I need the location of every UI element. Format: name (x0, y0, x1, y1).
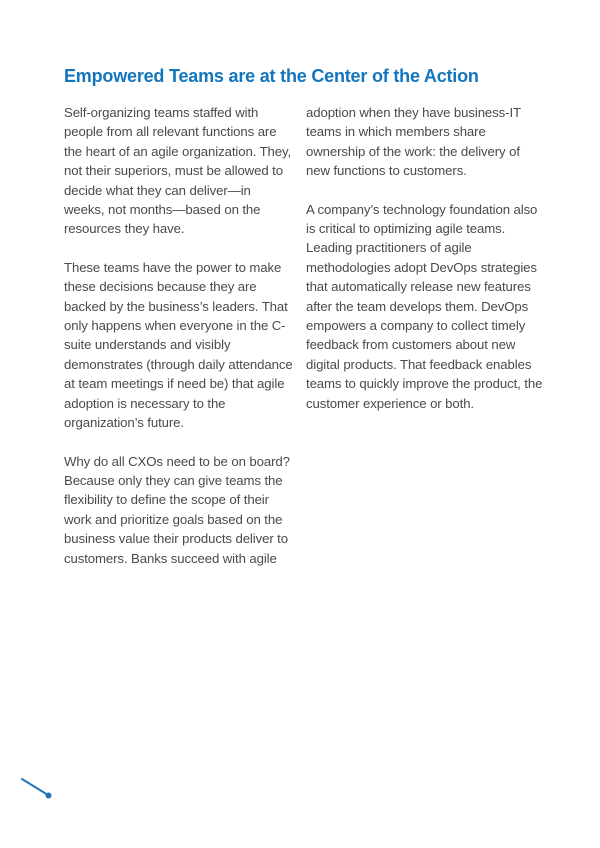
accent-end-dot (46, 793, 52, 799)
paragraph: Self-organizing teams staffed with people from all relevant functions are the heart of an agile organization. They, not their superiors, must be allowed to decide what they can deliver—in weeks, not months—based on the resources they have. (64, 105, 292, 237)
right-column (306, 103, 546, 568)
paragraph: A company’s technology foundation also is critical to optimizing agile teams. Leading practitioners of agile methodologies adopt DevOps strategies that automatically release new features after the team develops them. DevOps empowers a company to collect timely feedback from customers about new digital products. That feedback enables teams to quickly improve the product, the customer experience or both. (306, 201, 543, 411)
paragraph: These teams have the power to make these decisions because they are backed by the business’s leaders. That only happens when everyone in the C-suite understands and visibly demonstrates (through daily attendance at team meetings if need be) that agile adoption is necessary to the organization’s future. (64, 259, 293, 431)
accent-diagonal-line (22, 779, 48, 795)
paragraph: adoption when they have business-IT teams in which members share ownership of the work: the delivery of new functions to customers. (306, 105, 521, 179)
two-column-body (64, 103, 546, 568)
page-title: Empowered Teams are at the Center of the Action (64, 66, 479, 86)
left-column (64, 103, 293, 568)
paragraph: Why do all CXOs need to be on board? Because only they can give teams the flexibility to define the scope of their work and prioritize goals based on the business value their products deliver to customers. Banks succeed with agile (64, 453, 290, 566)
corner-accent-line-icon (19, 774, 55, 802)
